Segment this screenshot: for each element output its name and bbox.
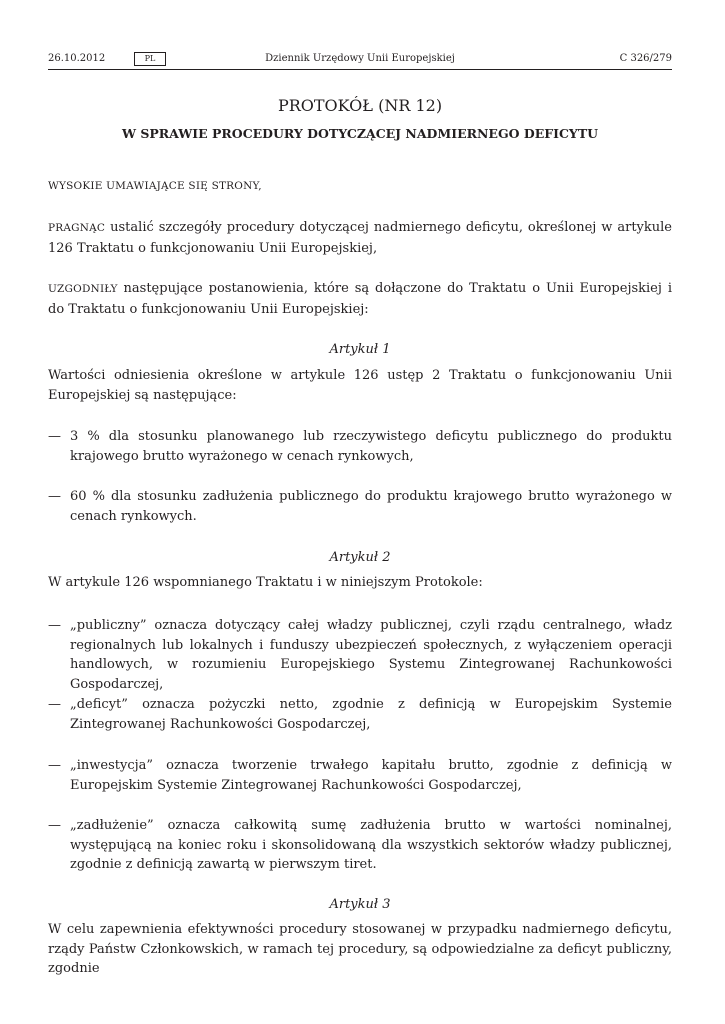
preamble-agreed — [48, 279, 672, 319]
item-text: 60 % dla stosunku zadłużenia publicznego do produktu krajowego brutto wyrażonego w cenach rynkowych. — [70, 489, 672, 524]
protocol-subtitle: W SPRAWIE PROCEDURY DOTYCZĄCEJ NADMIERNEGO DEFICYTU — [121, 126, 599, 141]
desiring-lead: PRAGNĄC — [48, 222, 106, 234]
dash-marker: — — [48, 758, 61, 773]
dash-marker: — — [48, 489, 61, 504]
article-3-heading: Artykuł 3 — [329, 897, 391, 912]
dash-marker: — — [48, 818, 61, 833]
agreed-text: następujące postanowienia, które są dołączone do Traktatu o Unii Europejskiej i do Traktatu o funkcjonowaniu Unii Europejskiej: — [48, 281, 672, 317]
item-text: „inwestycja” oznacza tworzenie trwałego kapitału brutto, zgodnie z definicją w Europejskim Systemie Zintegrowanej Rachunkowości Gospodarczej, — [70, 758, 672, 793]
item-text: „publiczny” oznacza dotyczący całej władzy publicznej, czyli rządu centralnego, władz regionalnych lub lokalnych i funduszy ubezpieczeń społecznych, z wyłączeniem operacji handlowych, w rozumieniu Europejskiego Systemu Zintegrowanej Rachunkowości Gospodarczej, — [70, 618, 672, 692]
item-text: „zadłużenie” oznacza całkowitą sumę zadłużenia brutto w wartości nominalnej, występującą na koniec roku i skonsolidowaną dla wszystkich sektorów władzy publicznej, zgodnie z definicją zawartą w pierwszym tiret. — [70, 818, 672, 872]
article-2-heading: Artykuł 2 — [329, 550, 391, 565]
preamble-desiring — [48, 218, 672, 258]
page-header — [48, 52, 672, 66]
article-1-heading: Artykuł 1 — [329, 342, 391, 357]
protocol-title: PROTOKÓŁ (NR 12) — [277, 96, 443, 115]
header-divider — [48, 69, 672, 70]
page-reference: C 326/279 — [619, 53, 672, 64]
language-badge: PL — [134, 52, 166, 66]
preamble-parties — [48, 176, 672, 197]
item-text: „deficyt” oznacza pożyczki netto, zgodnie z definicją w Europejskim Systemie Zintegrowanej Rachunkowości Gospodarczej, — [70, 697, 672, 732]
parties-text: WYSOKIE UMAWIAJĄCE SIĘ STRONY, — [48, 180, 262, 192]
desiring-text: ustalić szczegóły procedury dotyczącej nadmiernego deficytu, określonej w artykule 126 Traktatu o funkcjonowaniu Unii Europejskiej, — [48, 220, 672, 256]
agreed-lead: UZGODNIŁY — [48, 283, 118, 295]
item-text: 3 % dla stosunku planowanego lub rzeczywistego deficytu publicznego do produktu krajowego brutto wyrażonego w cenach rynkowych, — [70, 429, 672, 464]
dash-marker: — — [48, 697, 61, 712]
dash-marker: — — [48, 618, 61, 633]
journal-name: Dziennik Urzędowy Unii Europejskiej — [265, 53, 455, 64]
dash-marker: — — [48, 429, 61, 444]
article-3-intro: W celu zapewnienia efektywności procedury stosowanej w przypadku nadmiernego deficytu, rządy Państw Członkowskich, w ramach tej procedury, są odpowiedzialne za deficyt publiczny, zgodnie — [48, 922, 672, 976]
publication-date: 26.10.2012 — [48, 53, 106, 64]
article-2-intro: W artykule 126 wspomnianego Traktatu i w niniejszym Protokole: — [48, 575, 483, 590]
article-1-intro: Wartości odniesienia określone w artykule 126 ustęp 2 Traktatu o funkcjonowaniu Unii Europejskiej są następujące: — [48, 368, 672, 403]
